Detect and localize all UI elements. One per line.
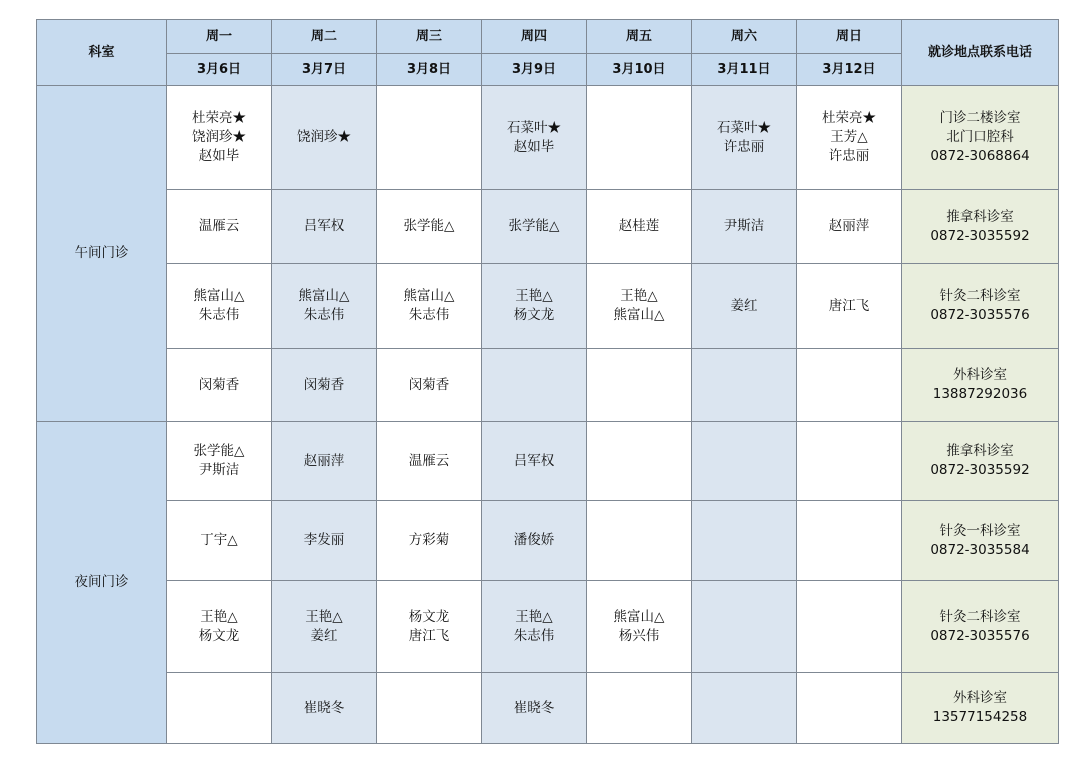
schedule-cell: 王艳△ 杨文龙 — [482, 264, 587, 349]
weekday-header: 周日 — [797, 20, 902, 54]
table-row — [37, 264, 1059, 349]
schedule-cell: 熊富山△ 朱志伟 — [377, 264, 482, 349]
dept-header: 科室 — [37, 20, 167, 86]
schedule-cell — [692, 673, 797, 744]
schedule-cell: 王艳△ 杨文龙 — [167, 581, 272, 673]
weekday-header: 周六 — [692, 20, 797, 54]
table-row — [37, 581, 1059, 673]
schedule-cell: 潘俊娇 — [482, 501, 587, 581]
location-header: 就诊地点联系电话 — [902, 20, 1059, 86]
date-header: 3月10日 — [587, 54, 692, 86]
schedule-cell: 唐江飞 — [797, 264, 902, 349]
schedule-cell: 熊富山△ 朱志伟 — [167, 264, 272, 349]
location-cell: 针灸二科诊室 0872-3035576 — [902, 264, 1059, 349]
schedule-cell: 石菜叶★ 赵如毕 — [482, 86, 587, 190]
table-row — [37, 190, 1059, 264]
schedule-cell — [587, 501, 692, 581]
date-header: 3月12日 — [797, 54, 902, 86]
location-cell: 针灸二科诊室 0872-3035576 — [902, 581, 1059, 673]
schedule-cell — [797, 349, 902, 422]
location-cell: 推拿科诊室 0872-3035592 — [902, 190, 1059, 264]
schedule-cell: 姜红 — [692, 264, 797, 349]
schedule-cell — [587, 349, 692, 422]
schedule-cell — [167, 673, 272, 744]
schedule-cell: 丁宇△ — [167, 501, 272, 581]
schedule-cell: 王艳△ 朱志伟 — [482, 581, 587, 673]
schedule-cell: 吕军权 — [272, 190, 377, 264]
table-row — [37, 86, 1059, 190]
schedule-cell — [797, 673, 902, 744]
schedule-cell: 熊富山△ 朱志伟 — [272, 264, 377, 349]
location-cell: 针灸一科诊室 0872-3035584 — [902, 501, 1059, 581]
clinic-schedule-table — [36, 19, 1059, 744]
location-cell: 外科诊室 13577154258 — [902, 673, 1059, 744]
table-row — [37, 349, 1059, 422]
schedule-cell — [797, 422, 902, 501]
schedule-cell: 闵菊香 — [167, 349, 272, 422]
schedule-cell: 杨文龙 唐江飞 — [377, 581, 482, 673]
weekday-header: 周四 — [482, 20, 587, 54]
schedule-cell: 方彩菊 — [377, 501, 482, 581]
schedule-cell — [587, 422, 692, 501]
schedule-cell — [482, 349, 587, 422]
date-header: 3月8日 — [377, 54, 482, 86]
schedule-cell: 熊富山△ 杨兴伟 — [587, 581, 692, 673]
location-cell: 门诊二楼诊室 北门口腔科 0872-3068864 — [902, 86, 1059, 190]
schedule-cell: 李发丽 — [272, 501, 377, 581]
schedule-cell — [797, 501, 902, 581]
weekday-header: 周一 — [167, 20, 272, 54]
weekday-header: 周五 — [587, 20, 692, 54]
date-header: 3月7日 — [272, 54, 377, 86]
schedule-cell — [587, 673, 692, 744]
schedule-cell — [377, 86, 482, 190]
schedule-cell: 王艳△ 熊富山△ — [587, 264, 692, 349]
schedule-cell: 闵菊香 — [272, 349, 377, 422]
schedule-cell: 王艳△ 姜红 — [272, 581, 377, 673]
table-row — [37, 422, 1059, 501]
schedule-cell — [797, 581, 902, 673]
schedule-cell — [377, 673, 482, 744]
schedule-cell: 张学能△ — [377, 190, 482, 264]
session-label-night: 夜间门诊 — [37, 422, 167, 744]
schedule-cell: 赵桂莲 — [587, 190, 692, 264]
location-cell: 推拿科诊室 0872-3035592 — [902, 422, 1059, 501]
schedule-cell — [692, 349, 797, 422]
table-row — [37, 673, 1059, 744]
schedule-cell — [587, 86, 692, 190]
schedule-cell: 尹斯洁 — [692, 190, 797, 264]
schedule-cell: 温雁云 — [377, 422, 482, 501]
weekday-header: 周二 — [272, 20, 377, 54]
date-header: 3月9日 — [482, 54, 587, 86]
schedule-cell: 杜荣亮★ 王芳△ 许忠丽 — [797, 86, 902, 190]
schedule-cell: 赵丽萍 — [797, 190, 902, 264]
schedule-cell — [692, 422, 797, 501]
schedule-cell: 吕军权 — [482, 422, 587, 501]
schedule-cell: 张学能△ 尹斯洁 — [167, 422, 272, 501]
schedule-cell: 赵丽萍 — [272, 422, 377, 501]
date-header: 3月6日 — [167, 54, 272, 86]
schedule-cell: 闵菊香 — [377, 349, 482, 422]
schedule-cell: 杜荣亮★ 饶润珍★ 赵如毕 — [167, 86, 272, 190]
table-row — [37, 501, 1059, 581]
schedule-cell: 饶润珍★ — [272, 86, 377, 190]
schedule-cell — [692, 501, 797, 581]
schedule-cell: 崔晓冬 — [272, 673, 377, 744]
weekday-header-row — [37, 20, 1059, 54]
date-header: 3月11日 — [692, 54, 797, 86]
schedule-cell: 石菜叶★ 许忠丽 — [692, 86, 797, 190]
session-label-noon: 午间门诊 — [37, 86, 167, 422]
weekday-header: 周三 — [377, 20, 482, 54]
schedule-cell: 温雁云 — [167, 190, 272, 264]
schedule-cell: 崔晓冬 — [482, 673, 587, 744]
schedule-cell — [692, 581, 797, 673]
schedule-cell: 张学能△ — [482, 190, 587, 264]
location-cell: 外科诊室 13887292036 — [902, 349, 1059, 422]
